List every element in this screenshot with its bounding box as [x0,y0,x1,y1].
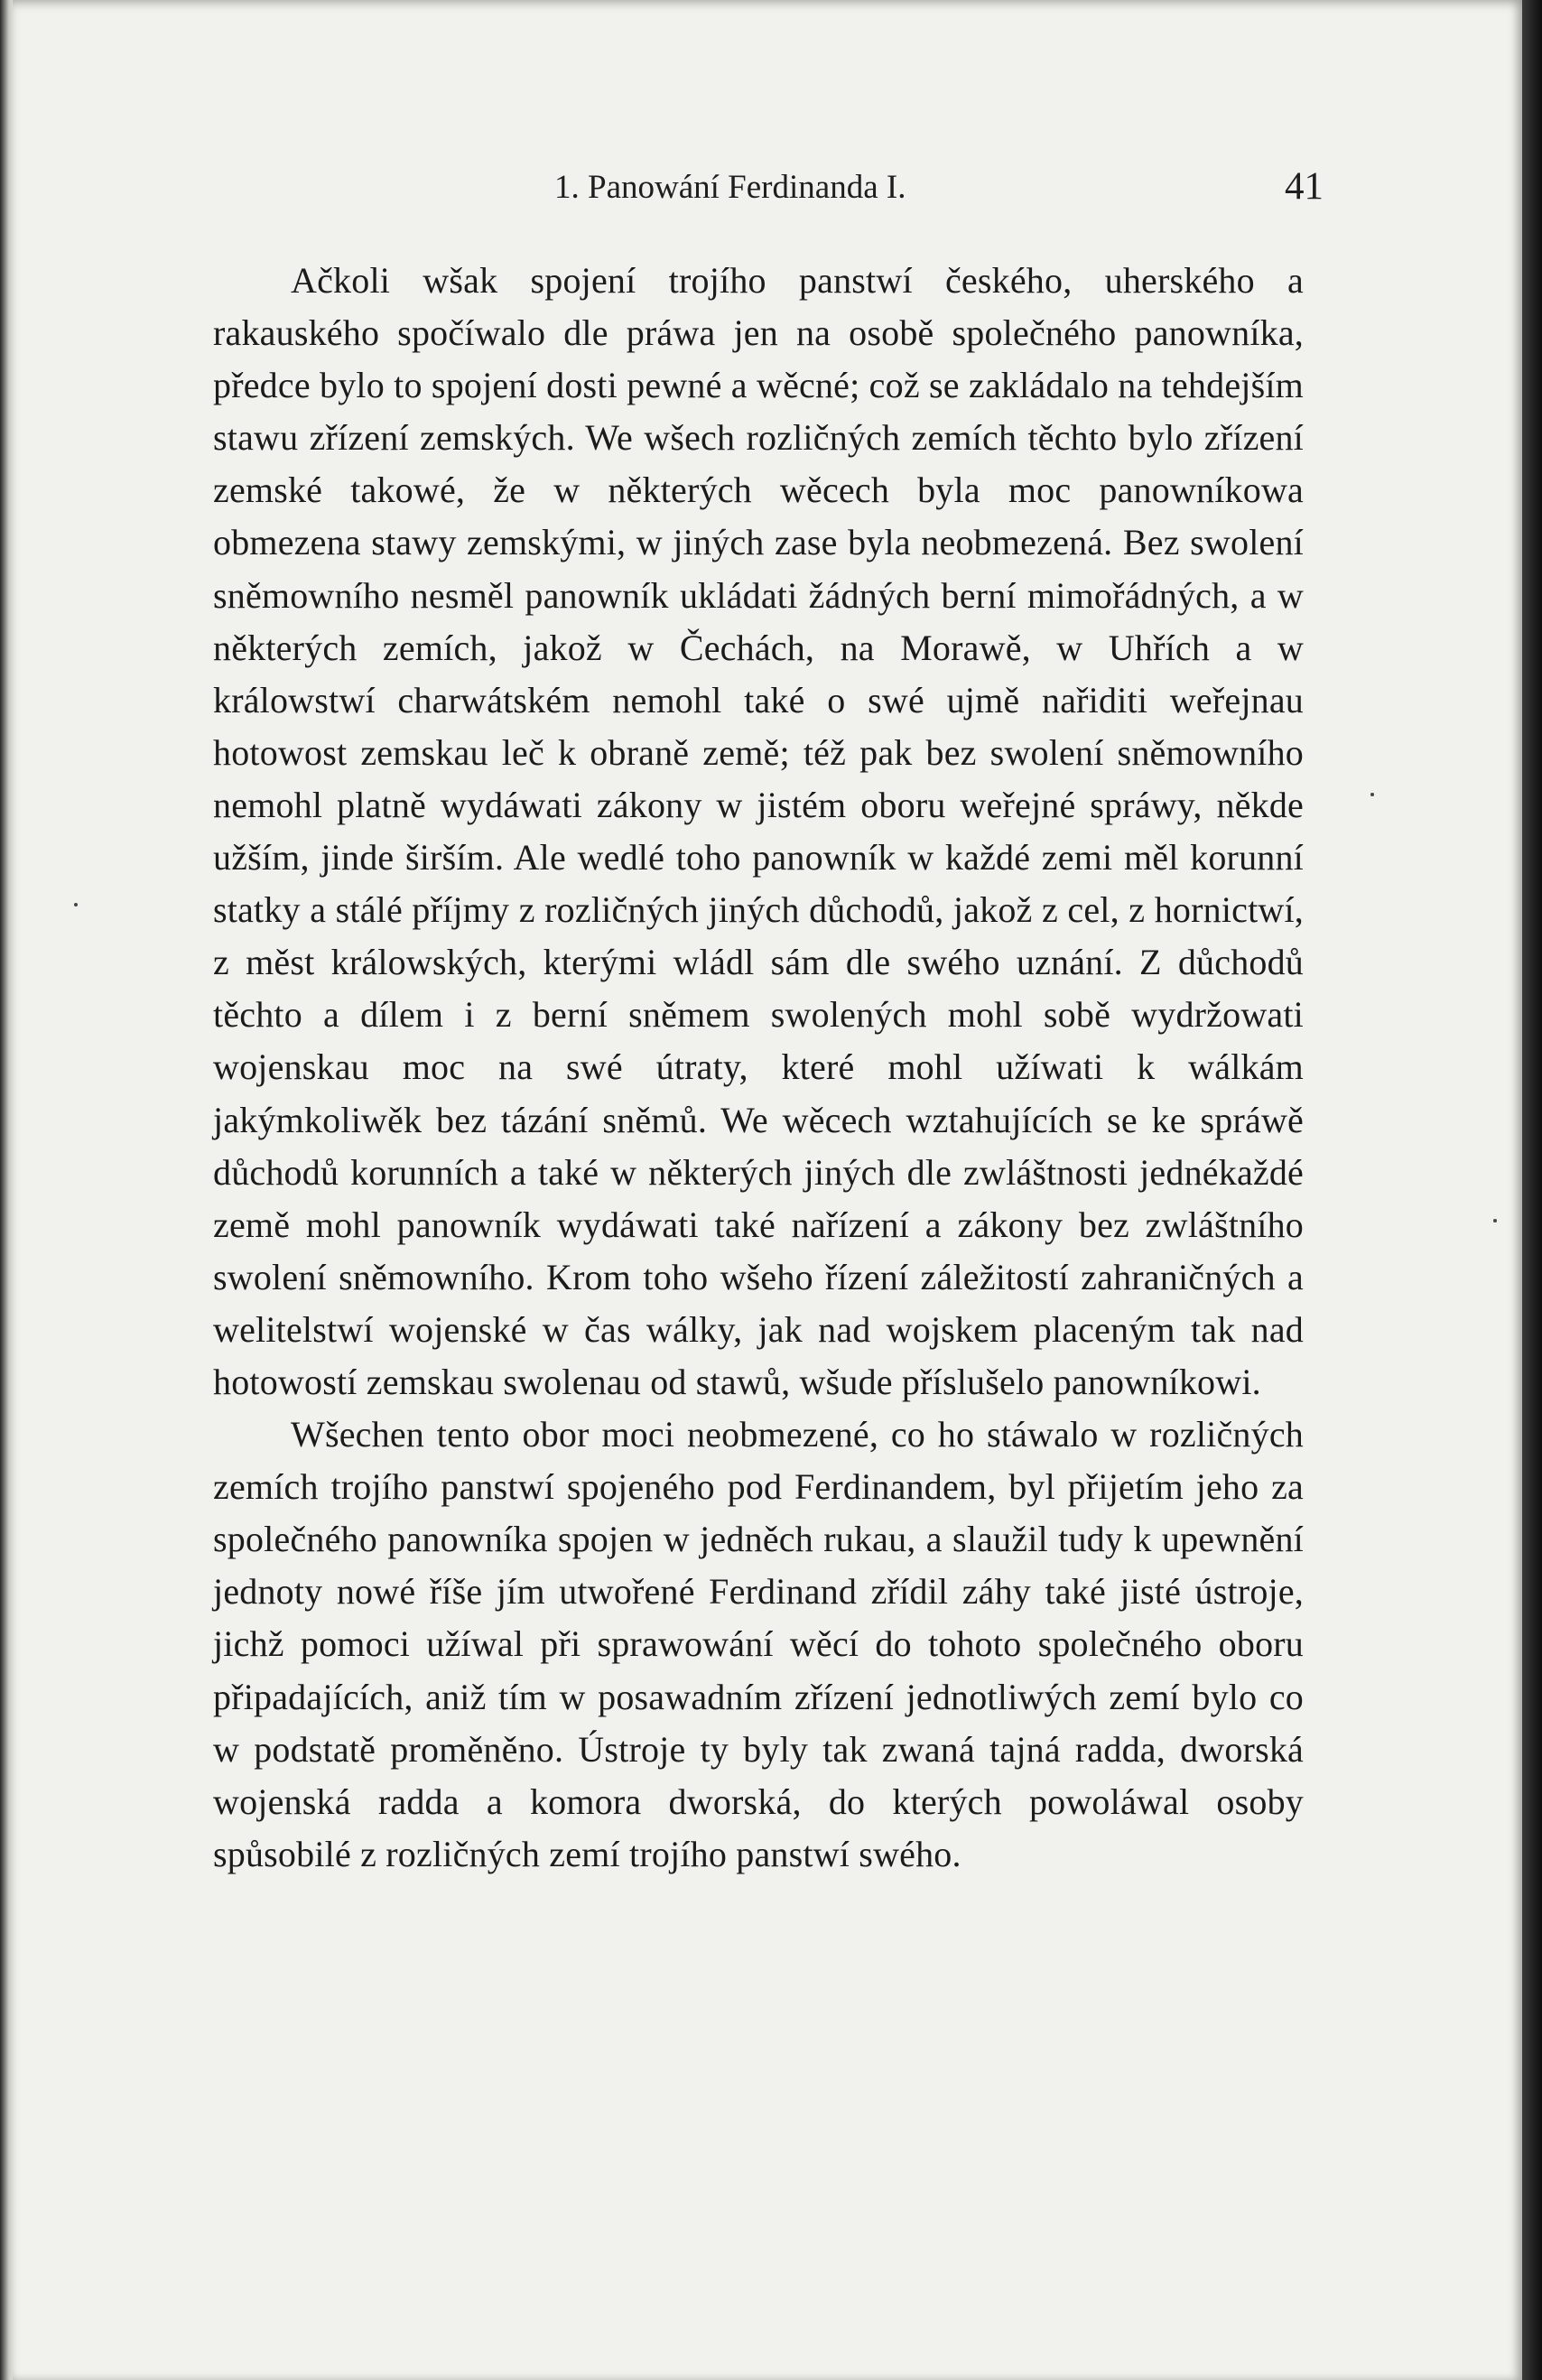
right-page-edge [1522,0,1542,2380]
page-number: 41 [1285,165,1324,208]
left-page-edge [0,0,13,2380]
running-header: 1. Panowání Ferdinanda I. [554,169,906,206]
body-text [213,255,1304,1881]
print-speck [74,903,78,906]
print-speck [1493,1219,1497,1223]
book-page [13,0,1522,2380]
paragraph-2: Wšechen tento obor moci neobmezené, co ho stáwalo w rozličných zemích trojího panstwí spojeného pod Ferdinandem, byl přijetím jeho za společného panowníka spojen w jedněch rukau, a slaužil tudy k upewnění jednoty nowé říše jím utwořené Ferdinand zřídil záhy také jisté ústroje, jichž pomoci užíwal při sprawowání wěcí do tohoto společného oboru připadajících, aniž tím w posawadním zřízení jednotliwých zemí bylo co w podstatě proměněno. Ústroje ty byly tak zwaná tajná radda, dworská wojenská radda a komora dworská, do kterých powoláwal osoby spůsobilé z rozličných zemí trojího panstwí swého. [213,1414,1304,1874]
print-speck [1370,793,1374,796]
paragraph-1: Ačkoli wšak spojení trojího panstwí českého, uherského a rakauského spočíwalo dle práwa jen na osobě společného panowníka, předce bylo to spojení dosti pewné a wěcné; což se zakládalo na tehdejším stawu zřízení zemských. We wšech rozličných zemích těchto bylo zřízení zemské takowé, že w některých wěcech byla moc panowníkowa obmezena stawy zemskými, w jiných zase byla neobmezená. Bez swolení sněmowního nesměl panowník ukládati žádných berní mimořádných, a w některých zemích, jakož w Čechách, na Morawě, w Uhřích a w králowstwí charwátském nemohl také o swé ujmě nařiditi weřejnau hotowost zemskau leč k obraně země; též pak bez swolení sněmowního nemohl platně wydáwati zákony w jistém oboru weřejné spráwy, někde užším, jinde širším. Ale wedlé toho panowník w každé zemi měl korunní statky a stálé příjmy z rozličných jiných důchodů, jakož z cel, z hornictwí, z měst králowských, kterými wládl sám dle swého uznání. Z důchodů těchto a dílem i z berní sněmem swolených mohl sobě wydržowati wojenskau moc na swé útraty, které mohl užíwati k wálkám jakýmkoliwěk bez tázání sněmů. We wěcech wztahujících se ke spráwě důchodů korunních a také w některých jiných dle zwláštnosti jednékaždé země mohl panowník wydáwati také nařízení a zákony bez zwláštního swolení sněmowního. Krom toho wšeho řízení záležitostí zahraničných a welitelstwí wojenské w čas wálky, jak nad wojskem placeným tak nad hotowostí zemskau swolenau od stawů, wšude příslušelo panowníkowi. [213,260,1304,1402]
